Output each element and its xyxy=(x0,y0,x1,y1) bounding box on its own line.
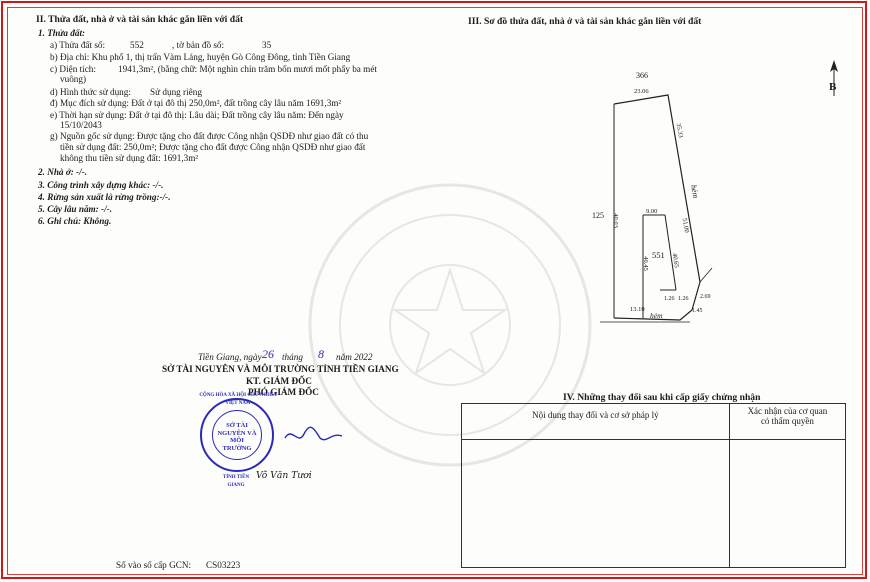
usage-form-value: Sử dụng riêng xyxy=(150,87,202,97)
issue-day: 26 xyxy=(262,347,274,361)
parcel-number-label: a) Thửa đất số: xyxy=(50,40,106,50)
item3-construction: 3. Công trình xây dựng khác: -/-. xyxy=(38,180,164,190)
changes-table xyxy=(461,403,846,568)
registry-number: CS03223 xyxy=(206,560,241,570)
item5-perennial: 5. Cây lâu năm: -/-. xyxy=(38,204,113,214)
issue-month: 8 xyxy=(318,347,324,361)
parcel-label: 551 xyxy=(652,250,665,260)
signer-kt: KT. GIÁM ĐỐC xyxy=(246,376,312,386)
changes-header-row xyxy=(462,404,846,440)
changes-col-content xyxy=(462,404,730,440)
signer-role: PHÓ GIÁM ĐỐC xyxy=(248,387,319,397)
item2-house: 2. Nhà ở: -/-. xyxy=(38,167,88,177)
changes-col-confirm-label-2: có thẩm quyền xyxy=(760,416,814,426)
address-line: b) Địa chỉ: Khu phố 1, thị trấn Vàm Láng, huyện Gò Công Đông, tỉnh Tiền Giang xyxy=(50,52,351,62)
issue-date-prefix: Tiền Giang, ngày xyxy=(198,352,262,362)
origin-line-1: g) Nguồn gốc sử dụng: Được tặng cho đất được Công nhận QSDĐ như giao đất có thu xyxy=(50,131,369,141)
dim-left: 40.03 xyxy=(611,213,619,228)
stamp-center-text: SỞ TÀI NGUYÊN VÀ MÔI TRƯỜNG xyxy=(217,422,257,452)
issuing-org: SỞ TÀI NGUYÊN VÀ MÔI TRƯỜNG TỈNH TIỀN GIANG xyxy=(162,364,399,374)
road-right-label: hẻm xyxy=(689,184,701,199)
issue-month-label: tháng xyxy=(282,352,303,362)
dim-inner-right: 40.65 xyxy=(670,252,681,269)
issue-year: năm 2022 xyxy=(336,352,373,362)
north-label: B xyxy=(829,81,837,93)
usage-form-label: d) Hình thức sử dụng: xyxy=(50,87,131,97)
road-bottom-label: hẻm xyxy=(650,311,663,320)
section2-title: II. Thửa đất, nhà ở và tài sản khác gắn liền với đất xyxy=(36,14,244,25)
map-sheet-value: 35 xyxy=(262,40,272,50)
registry-label: Số vào sổ cấp GCN: xyxy=(116,560,192,570)
origin-line-2: tiền sử dụng đất: 250,0m²; Được tặng cho đất được Công nhận QSDĐ như giao đất xyxy=(60,142,366,152)
dim-inner-top: 9.00 xyxy=(646,208,658,215)
item1-heading: 1. Thửa đất: xyxy=(38,28,86,38)
signature-icon xyxy=(280,420,350,450)
area-value-cont: vuông) xyxy=(60,74,87,84)
dim-inner-left: 40.45 xyxy=(641,256,649,271)
dim-bottom: 13.10 xyxy=(630,306,645,313)
stamp-ring-bottom: TỈNH TIỀN GIANG xyxy=(222,475,250,488)
dim-right-mid: 51.00 xyxy=(680,217,691,234)
signer-name: Võ Văn Tươi xyxy=(256,470,312,481)
changes-col-confirm xyxy=(729,404,845,440)
changes-body-row xyxy=(462,440,846,568)
official-stamp xyxy=(200,398,274,472)
changes-col-content-label: Nội dung thay đổi và cơ sở pháp lý xyxy=(532,410,659,420)
dim-top: 23.06 xyxy=(634,88,649,95)
map-sheet-label: , tờ bản đồ số: xyxy=(172,40,225,50)
item6-note: 6. Ghi chú: Không. xyxy=(38,216,112,226)
dim-corner-2: 1.45 xyxy=(692,308,703,314)
dim-corner-1: 2.69 xyxy=(700,294,711,300)
section3-title: III. Sơ đồ thửa đất, nhà ở và tài sản khác gắn liền với đất xyxy=(468,16,702,27)
usage-term-line: e) Thời hạn sử dụng: Đất ở tại đô thị: Lâu dài; Đất trồng cây lâu năm: Đến ngày xyxy=(50,110,344,120)
usage-term-date: 15/10/2043 xyxy=(60,120,102,130)
neighbor-top-label: 366 xyxy=(636,71,648,80)
dim-bottom-right-2: 1.26 xyxy=(678,296,689,302)
usage-purpose-line: đ) Mục đích sử dụng: Đất ở tại đô thị 250,0m², đất trồng cây lâu năm 1691,3m² xyxy=(50,98,342,108)
changes-content-cell xyxy=(462,440,730,568)
stamp-ring-top: CỘNG HÒA XÃ HỘI CHỦ NGHĨA VIỆT NAM xyxy=(199,393,277,406)
dim-bottom-right-1: 1.26 xyxy=(664,296,675,302)
dim-right-upper: 35.33 xyxy=(674,122,685,139)
item4-forest: 4. Rừng sản xuất là rừng trồng:-/-. xyxy=(38,192,171,202)
origin-line-3: không thu tiền sử dụng đất: 1691,3m² xyxy=(60,153,199,163)
neighbor-left-label: 125 xyxy=(592,211,604,220)
section4-title: IV. Những thay đổi sau khi cấp giấy chứng nhận xyxy=(563,392,761,403)
area-value: 1941,3m², (bằng chữ: Một nghìn chín trăm bốn mươi mốt phẩy ba mét xyxy=(118,64,377,74)
area-label: c) Diện tích: xyxy=(50,64,96,74)
parcel-number-value: 552 xyxy=(130,40,144,50)
changes-confirm-cell xyxy=(729,440,845,568)
changes-col-confirm-label-1: Xác nhận của cơ quan xyxy=(747,406,828,416)
